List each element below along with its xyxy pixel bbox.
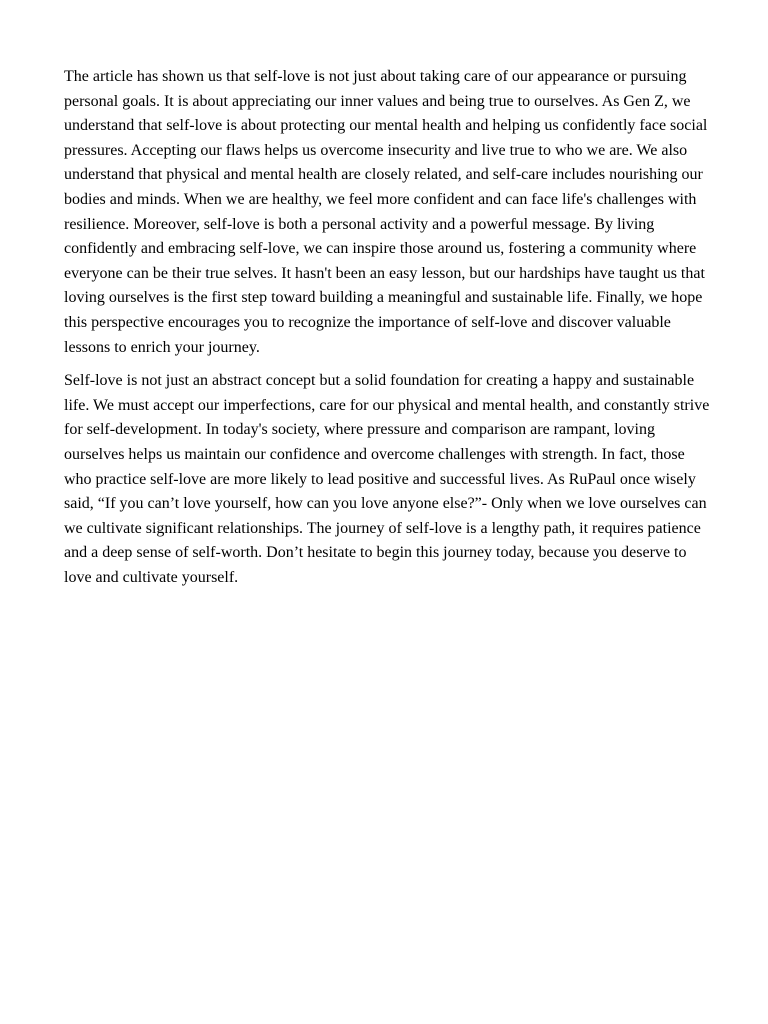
paragraph-conclusion: The article has shown us that self-love is not just about taking care of our appearance or pursuing personal goals. It is about appreciating our inner values and being true to ourselves. As Gen Z, we understand that self-love is about protecting our mental health and helping us confidently face social pressures. Accepting our flaws helps us overcome insecurity and live true to who we are. We also understand that physical and mental health are closely related, and self-care includes nourishing our bodies and minds. When we are healthy, we feel more confident and can face life's challenges with resilience. Moreover, self-love is both a personal activity and a powerful message. By living confidently and embracing self-love, we can inspire those around us, fostering a community where everyone can be their true selves. It hasn't been an easy lesson, but our hardships have taught us that loving ourselves is the first step toward building a meaningful and sustainable life. Finally, we hope this perspective encourages you to recognize the importance of self-love and discover valuable lessons to enrich your journey.: [64, 68, 708, 356]
paragraph-closing: Self-love is not just an abstract concept but a solid foundation for creating a happy and sustainable life. We must accept our imperfections, care for our physical and mental health, and constantly strive for self-development. In today's society, where pressure and comparison are rampant, loving ourselves helps us maintain our confidence and overcome challenges with strength. In fact, those who practice self-love are more likely to lead positive and successful lives. As RuPaul once wisely said, “If you can’t love yourself, how can you love anyone else?”- Only when we love ourselves can we cultivate significant relationships. The journey of self-love is a lengthy path, it requires patience and a deep sense of self-worth. Don’t hesitate to begin this journey today, because you deserve to love and cultivate yourself.: [64, 372, 710, 586]
document-body: [64, 65, 714, 599]
